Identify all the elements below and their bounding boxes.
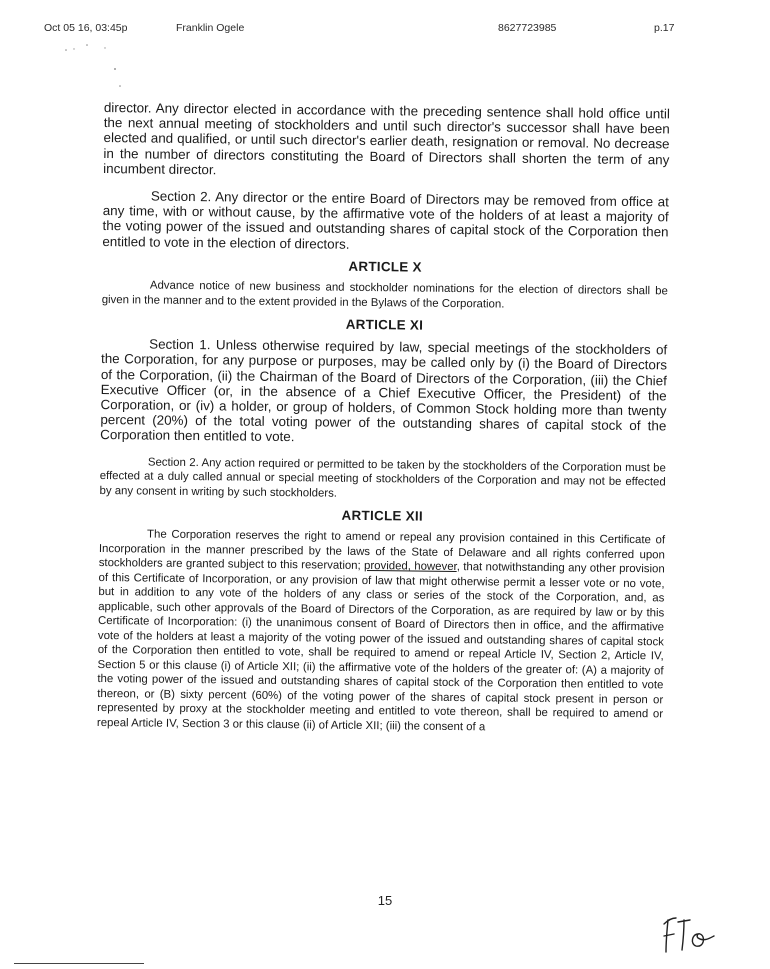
handwritten-initials: [658, 914, 720, 956]
heading-article-xii: ARTICLE XII: [341, 507, 424, 524]
paragraph-special-meetings: Section 1. Unless otherwise required by law, special meetings of the stockholders of the Corporation, for any purpose or purposes, may be called only by (i) the Board of Directors of the Corporation, (ii) the Chairman of the Board of Directors of the Corporation, (iii) the Chief Executive Officer (or, in the absence of a Chief Executive Officer, the President) of the Corporation, or (iv) a holder, or group of holders, of Common Stock holding more than twenty percent (20%) of the total voting power of the outstanding shares of capital stock of the Corporation then entitled to vote.: [100, 336, 668, 445]
heading-article-x: ARTICLE X: [348, 258, 422, 275]
bottom-rule: [14, 963, 144, 964]
paragraph-no-written-consent: Section 2. Any action required or permitted to be taken by the stockholders of the Corporation must be effected at a duly called annual or special meeting of stockholders of the Corporation and may not be effected by any consent in writing by such stockholders.: [99, 456, 666, 500]
heading-article-xi: ARTICLE XI: [345, 316, 424, 333]
amendment-text-part2: , that notwithstanding any other provision of this Certificate of Incorporation, or any provision of law that might otherwise permit a lesser vote or no vote, but in addition to any vote of the holders of any class or series of the stock of the Corporation, and, as applicable, such other approvals of the Board of Directors of the Corporation, as are required by law or by this Certificate of Incorporation: (i) the unanimous consent of Board of Directors then in office, and the affirmative vote of the holders at least a majority of the voting power of the issued and outstanding shares of capital stock of the Corporation then entitled to vote, shall be required to amend or repeal Article IV, Section 2, Article IV, Section 5 or this clause (i) of Article XII; (ii) the affirmative vote of the holders of the greater of: (A) a majority of the voting power of the issued and outstanding shares of capital stock of the Corporation then entitled to vote thereon, or (B) sixty percent (60%) of the voting power of the shares of capital stock present in person or represented by proxy at the stockholder meeting and entitled to vote thereon, shall be required to amend or repeal Article IV, Section 3 or this clause (ii) of Article XII; (iii) the consent of a: [96, 561, 665, 734]
paragraph-advance-notice: Advance notice of new business and stockholder nominations for the election of directors shall be given in the manner and to the extent provided in the Bylaws of the Corporation.: [101, 279, 668, 311]
document-body: [97, 100, 670, 737]
provided-however: provided, however: [364, 560, 457, 574]
fax-phone-number: 8627723985: [498, 22, 557, 34]
amendment-text-part1: The Corporation reserves the right to amend or repeal any provision contained in this Certificate of Incorporation in the manner prescribed by the laws of the State of Delaware and all rights conferred upon stockholders are granted subject to this reservation;: [98, 528, 666, 573]
paragraph-director-term: director. Any director elected in accordance with the preceding sentence shall hold office until the next annual meeting of stockholders and until such director's successor shall have been elected and qualified, or until such director's earlier death, resignation or removal. No decrease in the number of directors constituting the Board of Directors shall shorten the term of any incumbent director.: [103, 100, 670, 178]
scan-specks: [60, 40, 130, 90]
paragraph-amendment-rights: [97, 527, 665, 736]
fax-page-label: p.17: [654, 22, 675, 34]
paragraph-removal-of-directors: Section 2. Any director or the entire Board of Directors may be removed from office at any time, with or without cause, by the affirmative vote of the holders of at least a majority of the voting power of the issued and outstanding shares of capital stock of the Corporation then entitled to vote in the election of directors.: [102, 188, 669, 252]
fax-datetime: Oct 05 16, 03:45p: [44, 22, 128, 34]
fax-sender: Franklin Ogele: [176, 22, 245, 34]
fax-header: [0, 22, 770, 38]
page-number: 15: [377, 893, 393, 908]
